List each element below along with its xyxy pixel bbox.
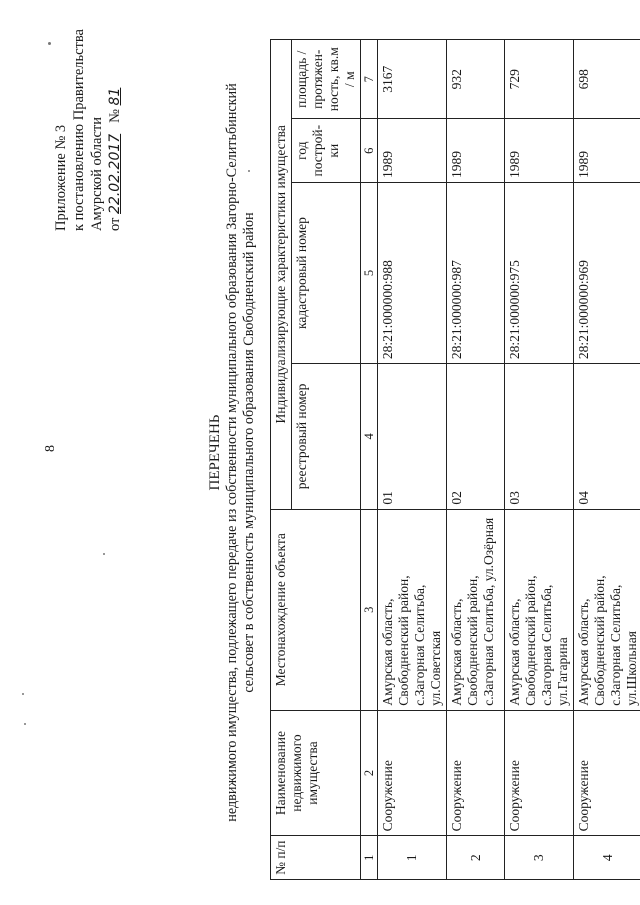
date-prefix: от	[107, 217, 123, 231]
column-number: 2	[361, 710, 378, 836]
subtitle-line-2: сельсовет в собственность муниципального образования Свободненский район	[241, 212, 257, 693]
appendix-line-2: к постановлению Правительства	[71, 29, 87, 231]
column-number: 6	[361, 119, 378, 182]
row-year: 1989	[574, 119, 640, 182]
row-cadastral: 28:21:000000:969	[574, 182, 640, 363]
appendix-line-3: Амурской области	[89, 117, 105, 231]
row-name: Сооружение	[447, 710, 505, 836]
header-cadastral: кадастровый номер	[292, 182, 361, 363]
row-name: Сооружение	[574, 710, 640, 836]
handwritten-number: 81	[107, 87, 123, 106]
property-table	[270, 39, 640, 880]
row-location: Амурская область, Свободненский район, с.Загорная Селитьба, ул.Озёрная	[447, 509, 505, 710]
row-area: 729	[505, 40, 574, 119]
table-row	[505, 40, 574, 880]
row-cadastral: 28:21:000000:988	[378, 182, 447, 363]
header-characteristics: Индивидуализирующие характеристики имущества	[271, 40, 292, 510]
row-number: 4	[574, 836, 640, 880]
column-number: 7	[361, 40, 378, 119]
header-row-1	[271, 40, 292, 880]
row-location: Амурская область, Свободненский район, с.Загорная Селитьба, ул.Гагарина	[505, 509, 574, 710]
row-registry: 02	[447, 364, 505, 510]
column-number: 4	[361, 364, 378, 510]
row-area: 698	[574, 40, 640, 119]
table-row	[574, 40, 640, 880]
row-registry: 04	[574, 364, 640, 510]
column-number: 3	[361, 509, 378, 710]
row-registry: 03	[505, 364, 574, 510]
column-number: 1	[361, 836, 378, 880]
scan-speck	[103, 553, 105, 555]
handwritten-date: 22.02.2017	[107, 133, 123, 214]
header-name: Наименование недвижимого имущества	[271, 710, 361, 836]
scan-speck	[248, 170, 250, 172]
row-registry: 01	[378, 364, 447, 510]
document-subtitle	[224, 0, 258, 905]
appendix-date-line	[106, 29, 124, 231]
column-number-row	[361, 40, 378, 880]
row-name: Сооружение	[505, 710, 574, 836]
header-num: № п/п	[271, 836, 361, 880]
header-area: площадь / протяжен-ность, кв.м / м	[292, 40, 361, 119]
row-cadastral: 28:21:000000:975	[505, 182, 574, 363]
number-label: №	[107, 109, 123, 123]
row-number: 2	[447, 836, 505, 880]
page-number: 8	[43, 445, 58, 452]
table-row	[378, 40, 447, 880]
row-location: Амурская область, Свободненский район, с.Загорная Селитьба, ул.Школьная	[574, 509, 640, 710]
row-area: 932	[447, 40, 505, 119]
header-location: Местонахождение объекта	[271, 509, 361, 710]
scan-speck	[24, 723, 26, 725]
row-cadastral: 28:21:000000:987	[447, 182, 505, 363]
table-row	[447, 40, 505, 880]
row-location: Амурская область, Свободненский район, с.Загорная Селитьба, ул.Советская	[378, 509, 447, 710]
scan-speck	[22, 693, 24, 695]
appendix-block	[52, 29, 124, 231]
row-year: 1989	[378, 119, 447, 182]
row-number: 3	[505, 836, 574, 880]
row-year: 1989	[447, 119, 505, 182]
subtitle-line-1: недвижимого имущества, подлежащего передаче из собственности муниципального образования Загорно-Селитьбинский	[224, 83, 240, 822]
row-number: 1	[378, 836, 447, 880]
header-registry: реестровый номер	[292, 364, 361, 510]
appendix-line-1: Приложение № 3	[53, 124, 69, 231]
scan-speck	[48, 42, 51, 45]
header-year: год построй-ки	[292, 119, 361, 182]
column-number: 5	[361, 182, 378, 363]
row-name: Сооружение	[378, 710, 447, 836]
document-title: ПЕРЕЧЕНЬ	[207, 414, 223, 491]
row-year: 1989	[505, 119, 574, 182]
row-area: 3167	[378, 40, 447, 119]
